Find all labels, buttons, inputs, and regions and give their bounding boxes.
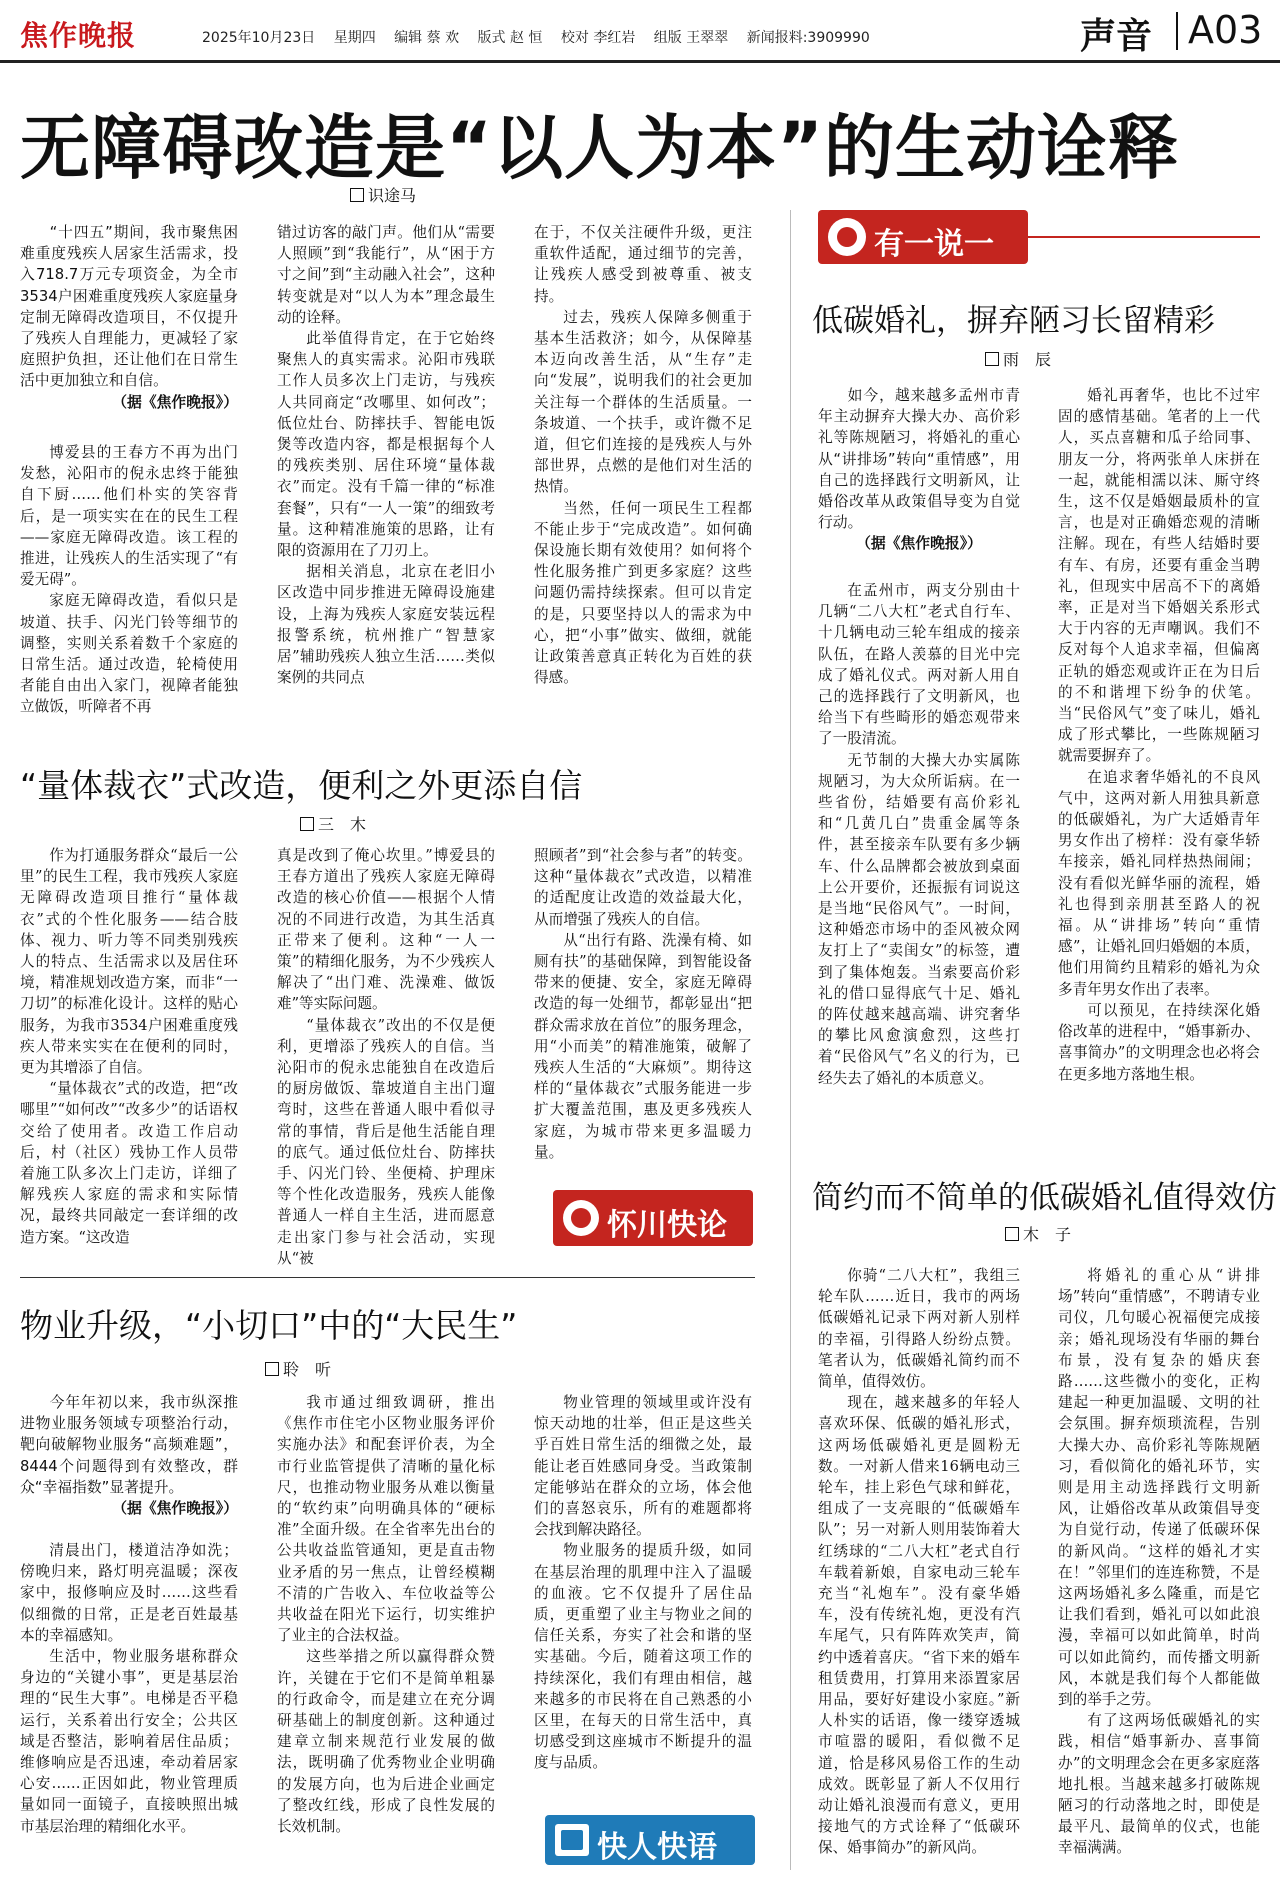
paragraph: 此举值得肯定，在于它始终聚焦人的真实需求。沁阳市残联工作人员多次上门走访，与残疾人共同商定“改哪里、如何改”；低位灶台、防摔扶手、智能电饭煲等改造内容，都是根据每个人的残疾类别、居住环境“量体裁衣”而定。没有千篇一律的“标准套餐”，只有“一人一策”的细致考量。这种精准施策的思路，让有限的资源用在了刀刃上。 [277, 330, 495, 560]
article3-headline: 物业升级，“小切口”中的“大民生” [20, 1306, 518, 1345]
paragraph: 家庭无障碍改造，看似只是坡道、扶手、闪光门铃等细节的调整，实则关系着数千个家庭的日常生活。通过改造，轮椅使用者能自由出入家门，视障者能独立做饭，听障者不再 [20, 592, 238, 716]
article5-column-1 [818, 1265, 1020, 1859]
paragraph: 生活中，物业服务堪称群众身边的“关键小事”，更是基层治理的“民生大事”。电梯是否平稳运行，关系着出行安全；公共区域是否整洁，影响着居住品质；维修响应是否迅速，牵动着居家心安……正因如此，物业管理质量如同一面镜子，直接映照出城市基层治理的精细化水平。 [20, 1648, 238, 1835]
source-note: （据《焦作晚报》） [112, 1500, 238, 1518]
article4-author: 雨 辰 [1003, 350, 1052, 369]
column-badge-huaichuan [553, 1190, 753, 1246]
paragraph: 将婚礼的重心从“讲排场”转向“重情感”，不聘请专业司仪，几句暖心祝福便完成接亲；婚礼现场没有华丽的舞台布景，没有复杂的婚庆套路……这些微小的变化，正构建起一种更加温暖、文明的社会氛围。摒弃烦琐流程，告别大操大办、高价彩礼等陈规陋习，看似简化的婚礼环节，实则是用主动选择践行文明新风，让婚俗改革从政策倡导变为自觉行动，传递了低碳环保的新风尚。“这样的婚礼才实在！”邻里们的连连称赞，不是这两场婚礼多么隆重，而是它让我们看到，婚礼可以如此浪漫，幸福可以如此简单，时尚可以如此简约，而传播文明新风，本就是我们每个人都能做到的举手之劳。 [1058, 1267, 1260, 1709]
article5-headline: 简约而不简单的低碳婚礼值得效仿 [812, 1180, 1277, 1216]
paragraph: 真是改到了俺心坎里。”博爱县的王春方道出了残疾人家庭无障碍改造的核心价值——根据个人情况的不同进行改造，为其生活真正带来了便利。这种“一人一策”的精细化服务，为不少残疾人解决了“出门难、洗澡难、做饭难”等实际问题。 [277, 847, 495, 1013]
article5-author: 木 子 [1023, 1225, 1072, 1244]
article3-column-1 [20, 1392, 238, 1519]
paragraph: 当然，任何一项民生工程都不能止步于“完成改造”。如何确保设施长期有效使用？如何将个性化服务推广到更多家庭？这些问题仍需持续探索。但可以肯定的是，只要坚持以人的需求为中心，把“小事”做实、做细，就能让政策善意真正转化为百姓的获得感。 [534, 499, 752, 687]
article2-column-2 [277, 845, 495, 1269]
badge-label: 有一说一 [874, 227, 994, 262]
paragraph: “十四五”期间，我市聚焦困难重度残疾人居家生活需求，投入718.7万元专项资金，为全市3534户困难重度残疾人家庭量身定制无障碍改造项目，不仅提升了残疾人自理能力，更减轻了家庭照护负担，还让他们在日常生活中更加独立和自信。 [20, 224, 238, 390]
lead-column-1 [20, 222, 238, 413]
masthead-meta [202, 27, 884, 47]
badge-label: 怀川快论 [607, 1208, 727, 1243]
paragraph: 可以预见，在持续深化婚俗改革的进程中，“婚事新办、喜事简办”的文明理念也必将会在更多地方落地生根。 [1058, 1001, 1260, 1083]
proof-credit: 校对 李红岩 [560, 30, 636, 46]
paragraph: 这些举措之所以赢得群众赞许，关键在于它们不是简单粗暴的行政命令，而是建立在充分调研基础上的制度创新。这种通过建章立制来规范行业发展的做法，既明确了优秀物业企业明确的发展方向，也为后进企业画定了整改红线，形成了良性发展的长效机制。 [277, 1648, 495, 1836]
article4-column-1 [818, 385, 1020, 555]
newspaper-logo: 焦作晚报 [20, 19, 137, 52]
article5-column-2 [1058, 1265, 1260, 1859]
source-note: （据《焦作晚报》） [856, 535, 982, 553]
paragraph: 如今，越来越多孟州市青年主动摒弃大操大办、高价彩礼等陈规陋习，将婚礼的重心从“讲排场”转向“重情感”，用自己的选择践行文明新风，让婚俗改革从政策倡导变为自觉行动。 [818, 387, 1020, 532]
lead-column-3 [534, 222, 752, 688]
section-divider-rule [20, 1277, 755, 1278]
article2-column-1 [20, 845, 238, 1248]
article2-author: 三 木 [318, 815, 367, 834]
article3-column-2 [277, 1392, 495, 1837]
column-badge-youyi [818, 210, 1028, 264]
masthead [0, 0, 1280, 63]
paragraph: 物业服务的提质升级，如同在基层治理的肌理中注入了温暖的血液。它不仅提升了居住品质，更重塑了业主与物业之间的信任关系，夯实了社会和谐的坚实基础。今后，随着这项工作的持续深化，我们有理由相信，越来越多的市民将在自己熟悉的小区里，在每天的日常生活中，真切感受到这座城市不断提升的温度与品质。 [534, 1542, 752, 1772]
paragraph: 今年年初以来，我市纵深推进物业服务领域专项整治行动，靶向破解物业服务“高频难题”，8444个问题得到有效整改，群众“幸福指数”显著提升。 [20, 1394, 238, 1496]
byline-box-icon [350, 188, 364, 202]
lead-byline [350, 183, 416, 206]
article2-headline: “量体裁衣”式改造，便利之外更添自信 [20, 766, 583, 805]
paragraph: 过去，残疾人保障多侧重于基本生活救济；如今，从保障基本迈向改善生活，从“生存”走向“发展”，说明我们的社会更加关注每一个群体的生活质量。一条坡道、一个扶手，或许微不足道，但它们连接的是残疾人与外部世界，点燃的是他们对生活的热情。 [534, 308, 752, 496]
paragraph: 无节制的大操大办实属陈规陋习，为大众所诟病。在一些省份，结婚要有高价彩礼和“几黄几白”贵重金属等条件，甚至接亲车队要有多少辆车、什么品牌都会被放到桌面上公开要价，还振振有词说这是当地“民俗风气”。一时间，这种婚恋市场中的歪风被众网友打上了“卖闺女”的标签，遭到了集体炮轰。当索要高价彩礼的借口显得底气十足、婚礼的阵仗越来越高端、讲究奢华的攀比风愈演愈烈，这些打着“民俗风气”名义的行为，已经失去了婚礼的本质意义。 [818, 751, 1020, 1087]
article3-author: 聆 听 [283, 1360, 332, 1379]
paragraph: 你骑“二八大杠”，我组三轮车队……近日，我市的两场低碳婚礼记录下两对新人别样的幸福，引得路人纷纷点赞。笔者认为，低碳婚礼简约而不简单，值得效仿。 [818, 1267, 1020, 1391]
badge-emblem-icon [555, 1824, 589, 1856]
paragraph: 照顾者”到“社会参与者”的转变。这种“量体裁衣”式改造，以精准的适配度让改造的效益最大化，从而增强了残疾人的自信。 [534, 847, 752, 928]
lead-column-2 [277, 222, 495, 688]
paragraph: 有了这两场低碳婚礼的实践，相信“婚事新办、喜事简办”的文明理念会在更多家庭落地扎根。当越来越多打破陈规陋习的行动落地之时，即使是最平凡、最简单的仪式，也能幸福满满。 [1058, 1712, 1260, 1857]
badge-emblem-icon [828, 218, 866, 256]
lead-author: 识途马 [368, 186, 417, 205]
article3-byline [265, 1357, 331, 1380]
article4-column-1b [818, 580, 1020, 1089]
paragraph: 在孟州市，两支分别由十几辆“二八大杠”老式自行车、十几辆电动三轮车组成的接亲队伍，在路人羡慕的目光中完成了婚礼仪式。两对新人用自己的选择践行了文明新风，也给当下有些畸形的婚恋观带来了一股清流。 [818, 582, 1020, 748]
paragraph: 在于，不仅关注硬件升级，更注重软件适配，通过细节的完善，让残疾人感受到被尊重、被支持。 [534, 224, 752, 305]
paragraph: 据相关消息，北京在老旧小区改造中同步推进无障碍设施建设，上海为残疾人家庭安装远程报警系统，杭州推广“智慧家居”辅助残疾人独立生活……类似案例的共同点 [277, 563, 495, 687]
paragraph: “量体裁衣”改出的不仅是便利，更增添了残疾人的自信。当沁阳市的倪永忠能独自在改造后的厨房做饭、靠坡道自主出门遛弯时，这些在普通人眼中看似寻常的事情，背后是他生活能自理的底气。通过低位灶台、防摔扶手、闪光门铃、坐便椅、护理床等个性化改造服务，残疾人能像普通人一样自主生活，进而愿意走出家门参与社会活动，实现从“被 [277, 1016, 495, 1267]
paragraph: 我市通过细致调研，推出《焦作市住宅小区物业服务评价实施办法》和配套评价表，为全市行业监管提供了清晰的量化标尺，也推动物业服务从难以衡量的“软约束”向明确具体的“硬标准”全面升级。在全省率先出台的公共收益监管通知，更是直击物业矛盾的另一焦点，让曾经模糊不清的广告收入、车位收益等公共收益在阳光下运行，切实维护了业主的合法权益。 [277, 1394, 495, 1645]
lead-column-1b [20, 442, 238, 718]
badge-emblem-icon [563, 1200, 599, 1236]
article4-headline: 低碳婚礼，摒弃陋习长留精彩 [812, 303, 1215, 339]
paragraph: 清晨出门，楼道洁净如洗；傍晚归来，路灯明亮温暖；深夜家中，报修响应及时……这些看似细微的日常，正是老百姓最基本的幸福感知。 [20, 1542, 238, 1644]
article4-byline [985, 347, 1051, 370]
paragraph: 在追求奢华婚礼的不良风气中，这两对新人用独具新意的低碳婚礼，为广大适婚青年男女作出了榜样：没有豪华轿车接亲，婚礼同样热热闹闹；没有看似光鲜华丽的流程，婚礼也得到亲朋甚至路人的祝福。从“讲排场”转向“重情感”，让婚礼回归婚姻的本质，他们用简约且精彩的婚礼为众多青年男女作出了表率。 [1058, 768, 1260, 998]
paragraph: 从“出行有路、洗澡有椅、如厕有扶”的基础保障，到智能设备带来的便捷、安全，家庭无障碍改造的每一处细节，都彰显出“把群众需求放在首位”的服务理念，用“小而美”的精准施策，破解了残疾人生活的“大麻烦”。期待这样的“量体裁衣”式服务能进一步扩大覆盖范围，惠及更多残疾人家庭，为城市带来更多温暖力量。 [534, 931, 752, 1161]
paragraph: 错过访客的敲门声。他们从“需要人照顾”到“我能行”，从“困于方寸之间”到“主动融入社会”，这种转变就是对“以人为本”理念最生动的诠释。 [277, 224, 495, 326]
editor-credit: 编辑 蔡 欢 [394, 30, 460, 46]
column-separator [790, 210, 791, 1870]
news-hotline: 新闻报料:3909990 [746, 30, 870, 46]
article2-byline [300, 812, 366, 835]
byline-box-icon [265, 1362, 279, 1376]
article5-byline [1005, 1222, 1071, 1245]
section-name: 声音 [1080, 16, 1153, 57]
article3-column-3 [534, 1392, 752, 1774]
byline-box-icon [300, 817, 314, 831]
article2-column-3 [534, 845, 752, 1163]
issue-weekday: 星期四 [333, 30, 376, 46]
paragraph: 物业管理的领域里或许没有惊天动地的壮举，但正是这些关乎百姓日常生活的细微之处，最能让老百姓感同身受。当政策制定能够站在群众的立场，体会他们的喜怒哀乐，所有的难题都将会找到解决路径。 [534, 1394, 752, 1539]
article3-column-1b [20, 1540, 238, 1837]
group-credit: 组版 王翠翠 [653, 30, 729, 46]
issue-date: 2025年10月23日 [202, 30, 316, 46]
lead-headline: 无障碍改造是“以人为本”的生动诠释 [20, 107, 1180, 189]
badge-rule [1028, 236, 1260, 238]
paragraph: “量体裁衣”式的改造，把“改哪里”“如何改”“改多少”的话语权交给了使用者。改造工作启动后，村（社区）残协工作人员带着施工队多次上门走访，详细了解残疾人家庭的需求和实际情况，最终共同敲定一套详细的改造方案。“这改造 [20, 1080, 238, 1246]
layout-credit: 版式 赵 恒 [477, 30, 543, 46]
paragraph: 婚礼再奢华，也比不过牢固的感情基础。笔者的上一代人，买点喜糖和瓜子给同事、朋友一分，将两张单人床拼在一起，就能相濡以沫、厮守终生，这不仅是婚姻最质朴的宣言，也是对正确婚恋观的清晰注解。现在，有些人结婚时要有车、有房，还要有重金当聘礼，但现实中居高不下的离婚率，正是对当下婚姻关系形式大于内容的无声嘲讽。我们不反对每个人追求幸福，但偏离正轨的婚恋观或许正在为日后的不和谐埋下纷争的伏笔。当“民俗风气”变了味儿，婚礼成了形式攀比，一些陈规陋习就需要摒弃了。 [1058, 387, 1260, 765]
article4-column-2 [1058, 385, 1260, 1085]
byline-box-icon [1005, 1227, 1019, 1241]
paragraph: 作为打通服务群众“最后一公里”的民生工程，我市残疾人家庭无障碍改造项目推行“量体裁衣”式的个性化服务——结合肢体、视力、听力等不同类别残疾人的特点、生活需求以及居住环境，精准规划改造方案，而非“一刀切”的标准化设计。这样的贴心服务，为我市3534户困难重度残疾人带来实实在在便利的同时，更为其增添了自信。 [20, 847, 238, 1077]
byline-box-icon [985, 352, 999, 366]
paragraph: 博爱县的王春方不再为出门发愁，沁阳市的倪永忠终于能独自下厨……他们朴实的笑容背后，是一项实实在在的民生工程——家庭无障碍改造。该工程的推进，让残疾人的生活实现了“有爱无碍”。 [20, 444, 238, 589]
section-divider [1176, 12, 1178, 50]
paragraph: 现在，越来越多的年轻人喜欢环保、低碳的婚礼形式，这两场低碳婚礼更是圆粉无数。一对新人借来16辆电动三轮车，挂上彩色气球和鲜花，组成了一支亮眼的“低碳婚车队”；另一对新人则用装饰着大红绣球的“二八大杠”老式自行车载着新娘，自家电动三轮车充当“礼炮车”。没有豪华婚车，没有传统礼炮，更没有汽车尾气，只有阵阵欢笑声，简约中透着喜庆。“省下来的婚车租赁费用，打算用来添置家居用品，要好好建设小家庭。”新人朴实的话语，像一缕穿透城市喧嚣的暖阳，看似微不足道，恰是移风易俗工作的生动成效。既彰显了新人不仅用行动让婚礼浪漫而有意义，更用接地气的方式诠释了“低碳环保、婚事简办”的新风尚。 [818, 1394, 1020, 1857]
page-number: A03 [1188, 8, 1263, 52]
badge-label: 快人快语 [597, 1830, 717, 1865]
column-badge-kuairen [545, 1815, 755, 1865]
source-note: （据《焦作晚报》） [112, 393, 238, 411]
